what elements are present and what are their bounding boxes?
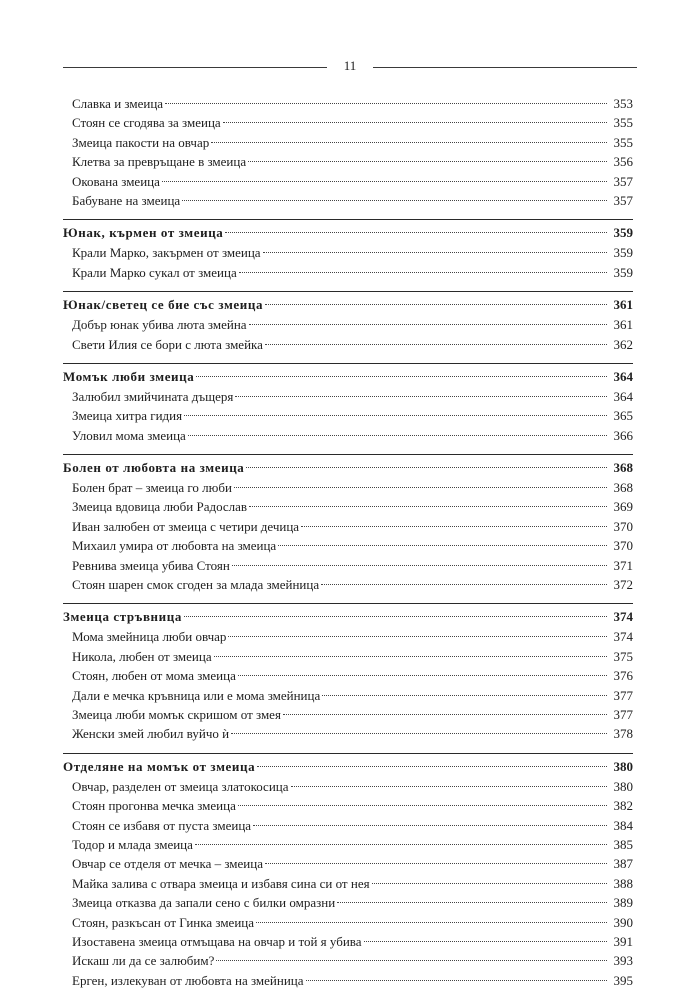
entry-title: Уловил мома змеица — [72, 427, 186, 443]
dot-leader — [249, 324, 607, 325]
section-title: Болен от любовта на змеица — [63, 460, 245, 476]
dot-leader — [249, 506, 607, 507]
toc-section-heading — [63, 606, 633, 627]
entry-page-number: 377 — [613, 687, 633, 703]
entry-title: Овчар се отделя от мечка – змеица — [72, 856, 263, 872]
toc-entry — [63, 335, 633, 354]
toc-entry — [63, 113, 633, 132]
toc-section — [63, 603, 633, 752]
entry-title: Добър юнак убива люта змейна — [72, 317, 247, 333]
section-page-number: 359 — [613, 225, 633, 241]
toc-entry — [63, 536, 633, 555]
entry-title: Крали Марко, закърмен от змеица — [72, 245, 261, 261]
entry-title: Крали Марко сукал от змеица — [72, 264, 237, 280]
toc-entry — [63, 627, 633, 646]
toc-entry — [63, 777, 633, 796]
entry-title: Мома змейница люби овчар — [72, 629, 227, 645]
dot-leader — [256, 922, 607, 923]
dot-leader — [322, 695, 607, 696]
entry-title: Стоян, разкъсан от Гинка змеица — [72, 914, 255, 930]
dot-leader — [337, 902, 607, 903]
entry-page-number: 361 — [613, 317, 633, 333]
page-header — [63, 56, 637, 78]
dot-leader — [195, 844, 607, 845]
entry-title: Никола, любен от змеица — [72, 648, 212, 664]
toc-entry — [63, 172, 633, 191]
toc-entry — [63, 406, 633, 425]
dot-leader — [265, 344, 607, 345]
entry-page-number: 374 — [613, 629, 633, 645]
entry-title: Овчар, разделен от змеица златокосица — [72, 778, 289, 794]
dot-leader — [239, 272, 607, 273]
dot-leader — [306, 980, 607, 981]
section-page-number: 364 — [613, 368, 633, 384]
toc-section-heading — [63, 222, 633, 243]
entry-page-number: 368 — [613, 480, 633, 496]
entry-title: Болен брат – змеица го люби — [72, 480, 232, 496]
dot-leader — [232, 565, 607, 566]
entry-page-number: 378 — [613, 726, 633, 742]
dot-leader — [246, 467, 607, 468]
section-title: Юнак/светец се бие със змеица — [63, 297, 264, 313]
entry-title: Змеица люби момък скришом от змея — [72, 706, 281, 722]
dot-leader — [211, 142, 607, 143]
section-title: Отделяне на момък от змеица — [63, 758, 256, 774]
entry-page-number: 370 — [613, 518, 633, 534]
dot-leader — [162, 181, 607, 182]
entry-title: Змеица вдовица люби Радослав — [72, 499, 248, 515]
toc-entry — [63, 426, 633, 445]
toc-entry — [63, 497, 633, 516]
entry-page-number: 364 — [613, 388, 633, 404]
entry-page-number: 387 — [613, 856, 633, 872]
toc-entry — [63, 387, 633, 406]
entry-page-number: 370 — [613, 538, 633, 554]
entry-title: Змеица хитра гидия — [72, 408, 183, 424]
entry-title: Стоян, любен от мома змеица — [72, 668, 236, 684]
section-title: Юнак, кърмен от змеица — [63, 225, 224, 241]
entry-title: Тодор и млада змеица — [72, 836, 193, 852]
entry-title: Залюбил змийчината дъщеря — [72, 388, 234, 404]
dot-leader — [225, 232, 607, 233]
entry-page-number: 372 — [613, 577, 633, 593]
page-number: 11 — [343, 58, 357, 73]
entry-page-number: 389 — [613, 895, 633, 911]
entry-page-number: 388 — [613, 875, 633, 891]
toc-section — [63, 753, 633, 999]
toc-entry — [63, 686, 633, 705]
toc-entry — [63, 951, 633, 970]
entry-page-number: 382 — [613, 798, 633, 814]
entry-title: Ерген, излекуван от любовта на змейница — [72, 972, 304, 988]
section-title: Змеица стръвница — [63, 609, 182, 625]
toc-entry — [63, 191, 633, 210]
entry-page-number: 390 — [613, 914, 633, 930]
toc-entry — [63, 913, 633, 932]
entry-page-number: 353 — [613, 96, 633, 111]
toc-section — [63, 454, 633, 603]
toc-entry — [63, 133, 633, 152]
entry-title: Свети Илия се бори с люта змейка — [72, 336, 263, 352]
toc-entry — [63, 478, 633, 497]
entry-page-number: 355 — [613, 115, 633, 131]
toc-entry — [63, 315, 633, 334]
dot-leader — [257, 766, 607, 767]
entry-page-number: 380 — [613, 778, 633, 794]
dot-leader — [184, 616, 607, 617]
entry-page-number: 375 — [613, 648, 633, 664]
toc-section — [63, 219, 633, 291]
toc-entry — [63, 263, 633, 282]
entry-title: Ревнива змеица убива Стоян — [72, 557, 230, 573]
entry-title: Дали е мечка кръвница или е мома змейница — [72, 687, 321, 703]
section-title: Момък люби змеица — [63, 368, 195, 384]
entry-title: Бабуване на змеица — [72, 192, 181, 208]
entry-title: Иван залюбен от змеица с четири дечица — [72, 518, 300, 534]
toc-entry — [63, 835, 633, 854]
toc-entry — [63, 971, 633, 990]
toc-entry — [63, 724, 633, 743]
entry-page-number: 384 — [613, 817, 633, 833]
toc-entry — [63, 874, 633, 893]
toc-entry — [63, 893, 633, 912]
toc-section — [63, 94, 633, 219]
dot-leader — [291, 786, 608, 787]
entry-title: Михаил умира от любовта на змеица — [72, 538, 277, 554]
entry-page-number: 369 — [613, 499, 633, 515]
entry-title: Стоян се избавя от пуста змеица — [72, 817, 252, 833]
dot-leader — [372, 883, 607, 884]
dot-leader — [263, 252, 607, 253]
toc-entry — [63, 152, 633, 171]
dot-leader — [196, 376, 607, 377]
toc-entry — [63, 575, 633, 594]
dot-leader — [184, 415, 607, 416]
entry-page-number: 385 — [613, 836, 633, 852]
entry-page-number: 359 — [613, 245, 633, 261]
toc-entry — [63, 854, 633, 873]
header-rule-right — [373, 67, 637, 68]
toc-section — [63, 291, 633, 363]
toc-entry — [63, 816, 633, 835]
entry-page-number: 366 — [613, 427, 633, 443]
section-page-number: 361 — [613, 297, 633, 313]
dot-leader — [235, 396, 607, 397]
toc-section — [63, 363, 633, 454]
toc-section-heading — [63, 457, 633, 478]
entry-title: Славка и змеица — [72, 96, 164, 111]
entry-page-number: 359 — [613, 264, 633, 280]
dot-leader — [223, 122, 607, 123]
entry-title: Женски змей любил вуйчо ѝ — [72, 726, 230, 742]
entry-title: Змеица отказва да запали сено с билки омразни — [72, 895, 336, 911]
entry-page-number: 355 — [613, 134, 633, 150]
entry-title: Майка залива с отвара змеица и избавя сина си от нея — [72, 875, 370, 891]
entry-title: Стоян прогонва мечка змеица — [72, 798, 236, 814]
dot-leader — [364, 941, 607, 942]
entry-title: Изоставена змеица отмъщава на овчар и той я убива — [72, 933, 362, 949]
dot-leader — [238, 675, 607, 676]
entry-page-number: 395 — [613, 972, 633, 988]
dot-leader — [238, 805, 607, 806]
dot-leader — [321, 584, 607, 585]
dot-leader — [228, 636, 607, 637]
toc-entry — [63, 796, 633, 815]
entry-page-number: 391 — [613, 933, 633, 949]
entry-page-number: 357 — [613, 192, 633, 208]
dot-leader — [301, 526, 607, 527]
entry-title: Искаш ли да се залюбим? — [72, 953, 215, 969]
dot-leader — [165, 103, 607, 104]
toc-entry — [63, 932, 633, 951]
dot-leader — [231, 733, 607, 734]
entry-page-number: 393 — [613, 953, 633, 969]
toc-entry — [63, 666, 633, 685]
entry-page-number: 377 — [613, 706, 633, 722]
dot-leader — [216, 960, 607, 961]
toc-section-heading — [63, 294, 633, 315]
dot-leader — [188, 435, 607, 436]
entry-title: Стоян се сгодява за змеица — [72, 115, 221, 131]
dot-leader — [182, 200, 607, 201]
section-page-number: 374 — [613, 609, 633, 625]
toc-entry — [63, 556, 633, 575]
dot-leader — [234, 487, 607, 488]
dot-leader — [265, 863, 607, 864]
entry-page-number: 365 — [613, 408, 633, 424]
entry-page-number: 357 — [613, 173, 633, 189]
entry-title: Стоян шарен смок сгоден за млада змейница — [72, 577, 320, 593]
dot-leader — [265, 304, 607, 305]
table-of-contents — [63, 94, 633, 999]
dot-leader — [214, 656, 607, 657]
entry-page-number: 362 — [613, 336, 633, 352]
dot-leader — [283, 714, 607, 715]
entry-title: Змеица пакости на овчар — [72, 134, 210, 150]
dot-leader — [248, 161, 607, 162]
entry-title: Клетва за превръщане в змеица — [72, 154, 247, 170]
section-page-number: 380 — [613, 758, 633, 774]
entry-title: Окована змеица — [72, 173, 160, 189]
section-page-number: 368 — [613, 460, 633, 476]
entry-page-number: 371 — [613, 557, 633, 573]
toc-entry — [63, 647, 633, 666]
dot-leader — [278, 545, 607, 546]
toc-entry — [63, 94, 633, 113]
dot-leader — [253, 825, 607, 826]
entry-page-number: 356 — [613, 154, 633, 170]
toc-section-heading — [63, 366, 633, 387]
toc-entry — [63, 243, 633, 262]
entry-page-number: 376 — [613, 668, 633, 684]
toc-section-heading — [63, 756, 633, 777]
toc-entry — [63, 705, 633, 724]
toc-entry — [63, 517, 633, 536]
